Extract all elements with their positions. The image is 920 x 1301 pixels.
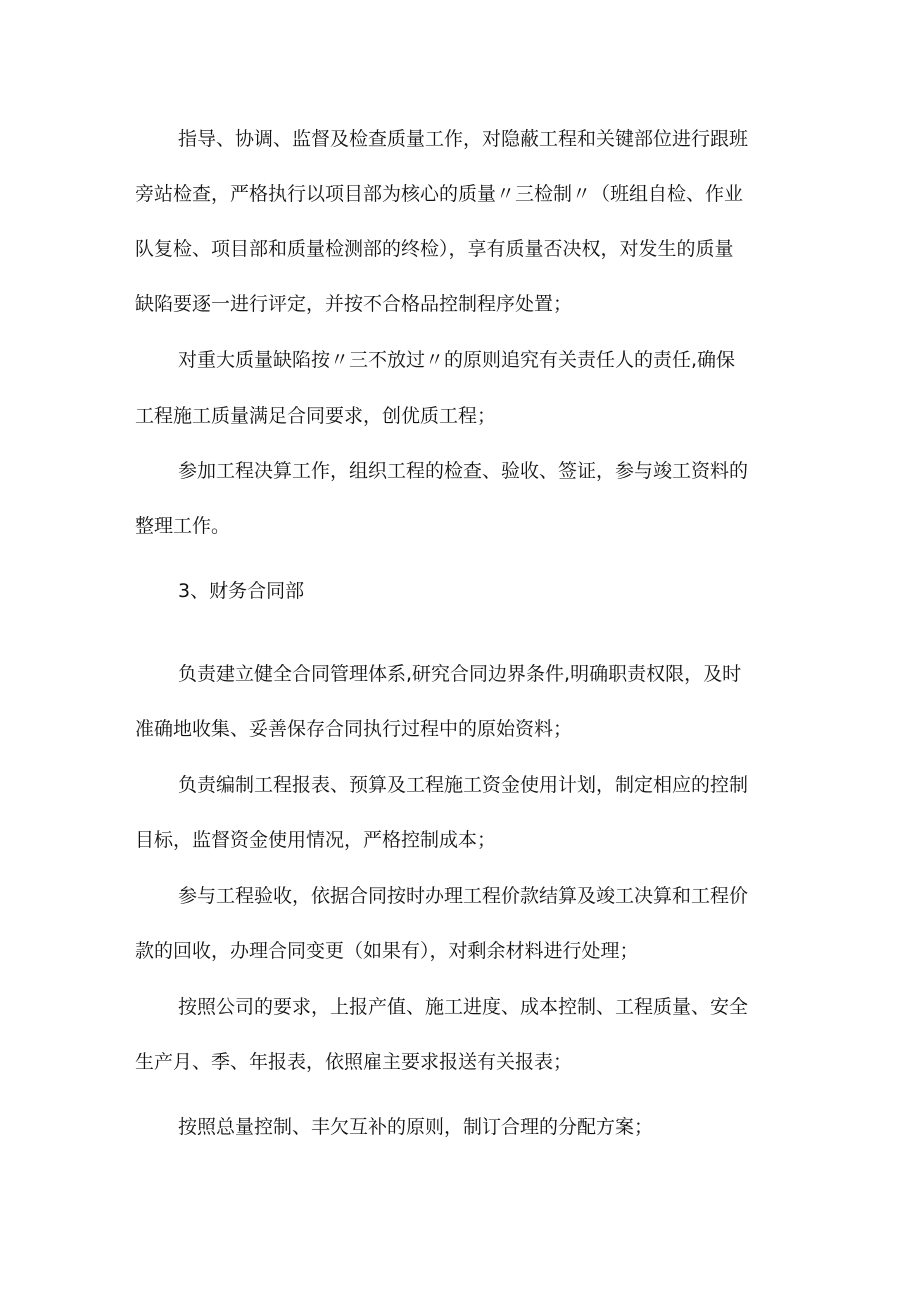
text-line: 按照总量控制、丰欠互补的原则，制订合理的分配方案；: [178, 1116, 654, 1138]
text-line: 队复检、项目部和质量检测部的终检），享有质量否决权，对发生的质量: [135, 238, 734, 260]
text-line: 负责编制工程报表、预算及工程施工资金使用计划，制定相应的控制: [178, 774, 749, 796]
text-line: 款的回收，办理合同变更（如果有），对剩余材料进行处理；: [135, 940, 639, 962]
text-line: 缺陷要逐一进行评定，并按不合格品控制程序处置；: [135, 293, 573, 315]
text-line: 整理工作。: [135, 515, 231, 537]
text-line: 参与工程验收，依据合同按时办理工程价款结算及竣工决算和工程价: [178, 885, 749, 907]
text-line: 参加工程决算工作，组织工程的检查、验收、签证，参与竣工资料的: [178, 460, 749, 482]
text-line: 工程施工质量满足合同要求，创优质工程；: [135, 405, 497, 427]
text-line: 指导、协调、监督及检查质量工作，对隐蔽工程和关键部位进行跟班: [178, 128, 749, 150]
text-line: 准确地收集、妥善保存合同执行过程中的原始资料；: [135, 718, 573, 740]
text-line: 按照公司的要求，上报产值、施工进度、成本控制、工程质量、安全: [178, 996, 749, 1018]
text-line: 对重大质量缺陷按〃三不放过〃的原则追究有关责任人的责任,确保: [178, 349, 736, 371]
text-line: 旁站检查，严格执行以项目部为核心的质量〃三检制〃（班组自检、作业: [135, 183, 744, 205]
text-line: 目标，监督资金使用情况，严格控制成本；: [135, 829, 497, 851]
section-heading: 3、财务合同部: [178, 580, 305, 602]
text-line: 负责建立健全合同管理体系,研究合同边界条件,明确职责权限，及时: [178, 663, 742, 685]
text-line: 生产月、季、年报表，依照雇主要求报送有关报表；: [135, 1051, 573, 1073]
